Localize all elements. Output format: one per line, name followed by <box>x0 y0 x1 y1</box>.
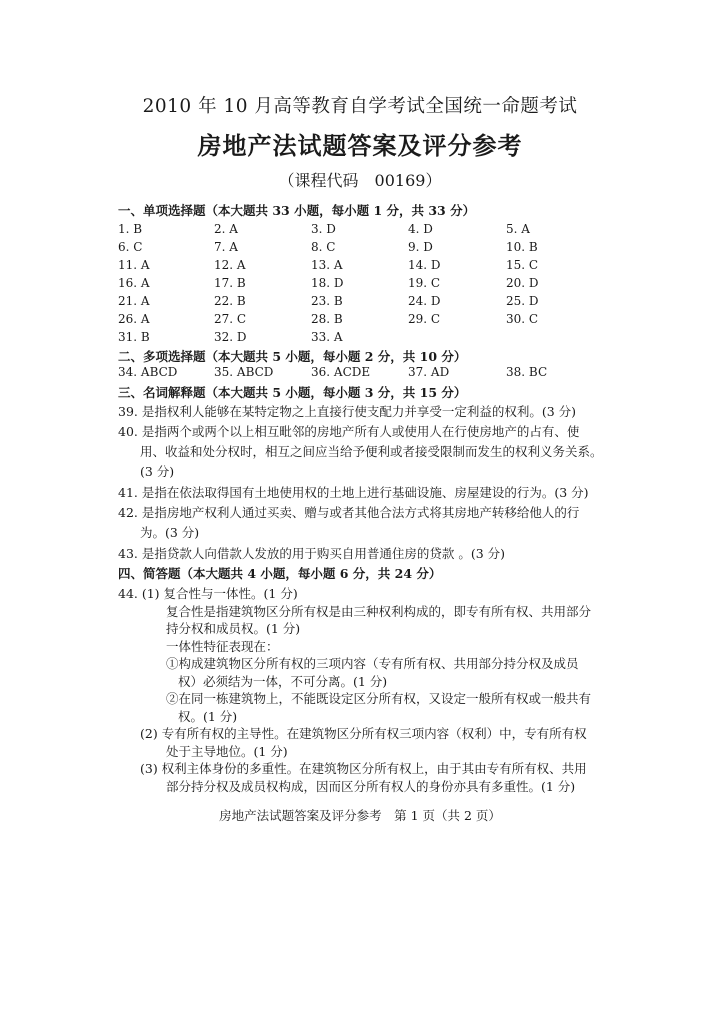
answer-line: (3 分) <box>140 464 175 479</box>
section2-heading: 二、多项选择题（本大题共 5 小题，每小题 2 分，共 10 分） <box>118 349 467 364</box>
page-footer: 房地产法试题答案及评分参考 第 1 页（共 2 页） <box>219 808 501 823</box>
answer: 28. B <box>311 312 343 326</box>
answer: 34. ABCD <box>118 365 178 379</box>
answer-line: 持分权和成员权。(1 分) <box>166 621 301 636</box>
answer-line: 权。(1 分) <box>178 708 238 724</box>
document-title: 房地产法试题答案及评分参考 <box>197 131 523 160</box>
answer: 31. B <box>118 330 150 344</box>
answer: 11. A <box>118 258 150 272</box>
answer: 33. A <box>311 330 343 344</box>
answer-line: 为。(3 分) <box>140 525 200 540</box>
answer: 26. A <box>118 312 150 326</box>
answer: 13. A <box>311 258 343 272</box>
answer-line: 40. 是指两个或两个以上相互毗邻的房地产所有人或使用人在行使房地产的占有、使 <box>118 424 580 439</box>
answer-line: ①构成建筑物区分所有权的三项内容（专有所有权、共用部分持分权及成员 <box>166 656 579 671</box>
answer: 16. A <box>118 276 150 290</box>
answer-line: 权）必须结为一体，不可分离。(1 分) <box>178 673 388 689</box>
section1-heading: 一、单项选择题（本大题共 33 小题，每小题 1 分，共 33 分） <box>118 203 476 218</box>
answer: 1. B <box>118 222 143 236</box>
answer-line: 部分持分权及成员权构成，因而区分所有权人的身份亦具有多重性。(1 分) <box>166 778 576 794</box>
answer: 36. ACDE <box>311 365 371 379</box>
answer: 27. C <box>214 312 247 326</box>
answer: 18. D <box>311 276 344 290</box>
exam-title: 2010 年 10 月高等教育自学考试全国统一命题考试 <box>142 96 578 117</box>
answer-line: 43. 是指贷款人向借款人发放的用于购买自用普通住房的贷款 。(3 分) <box>118 546 506 561</box>
answer: 21. A <box>118 294 150 308</box>
answer: 19. C <box>408 276 441 290</box>
answer-line: 42. 是指房地产权利人通过买卖、赠与或者其他合法方式将其房地产转移给他人的行 <box>118 505 580 520</box>
answer: 37. AD <box>408 365 450 379</box>
answer: 9. D <box>408 240 433 254</box>
answer: 6. C <box>118 240 143 254</box>
course-code: （课程代码 00169） <box>278 171 442 190</box>
answer: 25. D <box>506 294 539 308</box>
answer: 14. D <box>408 258 441 272</box>
answer: 5. A <box>506 222 530 236</box>
answer: 22. B <box>214 294 246 308</box>
section4-heading: 四、简答题（本大题共 4 小题，每小题 6 分，共 24 分） <box>118 566 442 581</box>
answer: 3. D <box>311 222 336 236</box>
answer-line: 39. 是指权利人能够在某特定物之上直接行使支配力并享受一定利益的权利。(3 分) <box>118 404 577 419</box>
answer: 17. B <box>214 276 246 290</box>
answer-line: 一体性特征表现在： <box>166 638 279 654</box>
answer-line: 复合性是指建筑物区分所有权是由三种权利构成的，即专有所有权、共用部分 <box>166 603 592 619</box>
answer: 12. A <box>214 258 246 272</box>
answer-line: (2) 专有所有权的主导性。在建筑物区分所有权三项内容（权利）中，专有所有权 <box>140 726 587 741</box>
answer: 20. D <box>506 276 539 290</box>
answer: 15. C <box>506 258 539 272</box>
answer: 4. D <box>408 222 433 236</box>
answer: 32. D <box>214 330 247 344</box>
answer-line: 41. 是指在依法取得国有土地使用权的土地上进行基础设施、房屋建设的行为。(3 分) <box>118 485 589 500</box>
answer: 7. A <box>214 240 238 254</box>
answer-line: (3) 权利主体身份的多重性。在建筑物区分所有权上，由于其由专有所有权、共用 <box>140 761 587 776</box>
answer: 38. BC <box>506 365 548 379</box>
answer: 30. C <box>506 312 539 326</box>
answer: 2. A <box>214 222 238 236</box>
answer-line: ②在同一栋建筑物上，不能既设定区分所有权，又设定一般所有权或一般共有 <box>166 691 592 706</box>
answer-line: 处于主导地位。(1 分) <box>166 743 288 759</box>
answer: 29. C <box>408 312 441 326</box>
answer-line: 44. (1) 复合性与一体性。(1 分) <box>118 586 298 601</box>
section3-heading: 三、名词解释题（本大题共 5 小题，每小题 3 分，共 15 分） <box>118 385 467 400</box>
answer: 35. ABCD <box>214 365 274 379</box>
answer: 10. B <box>506 240 538 254</box>
answer: 24. D <box>408 294 441 308</box>
answer-line: 用、收益和处分权时，相互之间应当给予便利或者接受限制而发生的权利义务关系。 <box>140 444 603 459</box>
answer: 23. B <box>311 294 343 308</box>
answer: 8. C <box>311 240 336 254</box>
